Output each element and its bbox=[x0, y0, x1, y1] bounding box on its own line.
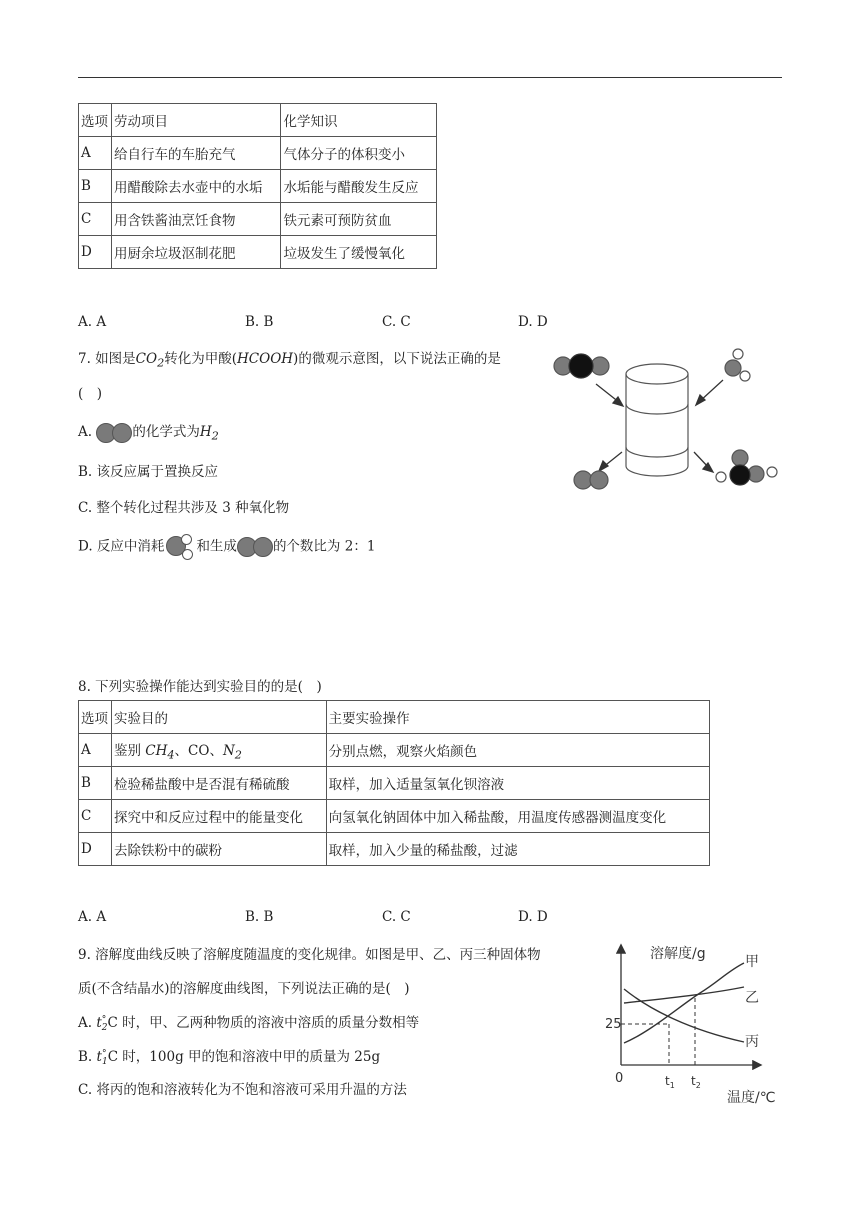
table-cell: D bbox=[79, 833, 112, 866]
table-cell: 分别点燃，观察火焰颜色 bbox=[326, 734, 709, 767]
y-axis-label: 溶解度/g bbox=[650, 946, 706, 962]
hcooh-formula: HCOOH bbox=[237, 351, 294, 367]
table-header: 选项 bbox=[79, 701, 112, 734]
table-cell: 用厨余垃圾沤制花肥 bbox=[111, 236, 281, 269]
symbol-sup: ° bbox=[101, 1048, 107, 1059]
h2-formula bbox=[199, 424, 219, 443]
table-cell: 给自行车的车胎充气 bbox=[111, 137, 281, 170]
series-line-jia bbox=[624, 963, 744, 1043]
option-label: B. bbox=[78, 1049, 97, 1065]
q7-stem-middle: 转化为甲酸( bbox=[164, 351, 238, 367]
table-row bbox=[79, 800, 710, 833]
q6-table bbox=[78, 103, 437, 269]
goal-text: 、CO、 bbox=[174, 742, 223, 759]
table-header: 主要实验操作 bbox=[326, 701, 709, 734]
table-cell: 探究中和反应过程中的能量变化 bbox=[111, 800, 326, 833]
water-molecule-icon bbox=[725, 349, 750, 381]
q7-stem-suffix: )的微观示意图，以下说法正确的是 bbox=[293, 351, 501, 367]
x-tick-label: $t_1$ bbox=[665, 1074, 675, 1090]
symbol-sub: 1 bbox=[101, 1056, 108, 1067]
option-text: D. 反应中消耗 bbox=[78, 538, 165, 555]
symbol-main: t bbox=[96, 1049, 102, 1065]
q9-option-c: C. 将丙的饱和溶液转化为不饱和溶液可采用升温的方法 bbox=[78, 1082, 407, 1098]
option-text: 和生成 bbox=[196, 538, 237, 555]
table-cell: B bbox=[79, 170, 112, 203]
q9-stem-line1: 9. 溶解度曲线反映了溶解度随温度的变化规律。如图是甲、乙、丙三种固体物 bbox=[78, 947, 541, 963]
series-label-bing: 丙 bbox=[745, 1034, 759, 1050]
q6-option-a[interactable]: A. A bbox=[78, 314, 107, 330]
q8-option-b[interactable]: B. B bbox=[245, 909, 274, 925]
q7-stem-prefix: 7. 如图是 bbox=[78, 351, 136, 367]
reactor-cylinder-icon bbox=[626, 364, 688, 476]
q8-stem: 8. 下列实验操作能达到实验目的的是( ) bbox=[78, 679, 322, 695]
solubility-chart bbox=[600, 940, 790, 1110]
symbol-sup: ° bbox=[101, 1014, 107, 1025]
temperature-symbol bbox=[96, 1015, 107, 1031]
x-axis-label: 温度/℃ bbox=[727, 1090, 776, 1106]
table-header-row bbox=[79, 104, 437, 137]
q8-table bbox=[78, 700, 710, 866]
table-cell: C bbox=[79, 203, 112, 236]
table-cell: 垃圾发生了缓慢氧化 bbox=[281, 236, 437, 269]
formula-main: N bbox=[222, 742, 235, 759]
table-row bbox=[79, 734, 710, 767]
table-cell: 向氢氧化钠固体中加入稀盐酸，用温度传感器测温度变化 bbox=[326, 800, 709, 833]
table-cell: B bbox=[79, 767, 112, 800]
formula-sub: 2 bbox=[234, 748, 242, 762]
h2-molecule-icon bbox=[237, 537, 273, 557]
q6-option-c[interactable]: C. C bbox=[382, 314, 411, 330]
formic-acid-molecule-icon bbox=[716, 450, 777, 485]
symbol-main: t bbox=[96, 1015, 102, 1031]
table-row bbox=[79, 170, 437, 203]
table-row bbox=[79, 767, 710, 800]
formula-main: CH bbox=[145, 742, 168, 759]
option-text: C 时，甲、乙两种物质的溶液中溶质的质量分数相等 bbox=[107, 1015, 420, 1031]
option-label: A. bbox=[78, 1015, 97, 1031]
co2-molecule-icon bbox=[554, 354, 609, 378]
q9-stem-line2: 质(不含结晶水)的溶解度曲线图，下列说法正确的是( ) bbox=[78, 981, 410, 997]
table-row bbox=[79, 137, 437, 170]
table-cell: 水垢能与醋酸发生反应 bbox=[281, 170, 437, 203]
q7-reaction-diagram bbox=[550, 342, 790, 494]
co2-formula bbox=[135, 351, 165, 370]
temperature-symbol bbox=[97, 1049, 108, 1065]
formula-sub: 4 bbox=[167, 748, 175, 762]
x-tick-label: $t_2$ bbox=[691, 1074, 701, 1090]
series-label-jia: 甲 bbox=[745, 954, 759, 970]
q7-option-b[interactable]: B. 该反应属于置换反应 bbox=[78, 464, 219, 480]
option-text: 的个数比为 2：1 bbox=[272, 538, 376, 555]
water-molecule-icon bbox=[164, 534, 196, 560]
q9-option-b[interactable] bbox=[78, 1045, 380, 1066]
table-cell bbox=[111, 734, 326, 767]
q7-option-d[interactable] bbox=[78, 534, 375, 560]
q7-stem bbox=[78, 347, 501, 370]
formula-main: CO bbox=[135, 351, 158, 367]
header-rule bbox=[78, 77, 782, 78]
table-row bbox=[79, 236, 437, 269]
table-row bbox=[79, 203, 437, 236]
table-cell: 取样，加入少量的稀盐酸，过滤 bbox=[326, 833, 709, 866]
q9-option-a[interactable] bbox=[78, 1011, 419, 1032]
table-header: 化学知识 bbox=[281, 104, 437, 137]
q6-option-d[interactable]: D. D bbox=[518, 314, 548, 330]
table-cell: 气体分子的体积变小 bbox=[281, 137, 437, 170]
table-row bbox=[79, 833, 710, 866]
symbol-sub: 2 bbox=[101, 1022, 108, 1033]
table-header: 实验目的 bbox=[111, 701, 326, 734]
origin-label: 0 bbox=[615, 1071, 624, 1086]
table-cell: 用含铁酱油烹饪食物 bbox=[111, 203, 281, 236]
table-header-row bbox=[79, 701, 710, 734]
formula-sub: 2 bbox=[211, 429, 219, 443]
formula-sub: 2 bbox=[157, 356, 165, 370]
series-label-yi: 乙 bbox=[745, 990, 759, 1006]
q7-stem-paren: ( ) bbox=[78, 386, 103, 402]
table-header: 选项 bbox=[79, 104, 112, 137]
option-label: A. bbox=[78, 424, 97, 440]
option-text: 的化学式为 bbox=[132, 424, 200, 440]
series-line-yi bbox=[624, 987, 744, 1003]
n2-formula bbox=[222, 742, 242, 762]
table-cell: 铁元素可预防贫血 bbox=[281, 203, 437, 236]
y-tick-label: 25 bbox=[605, 1017, 622, 1032]
q8-option-c[interactable]: C. C bbox=[382, 909, 411, 925]
q7-option-c[interactable]: C. 整个转化过程共涉及 3 种氧化物 bbox=[78, 500, 290, 516]
table-header: 劳动项目 bbox=[111, 104, 281, 137]
h2-molecule-icon bbox=[574, 471, 608, 489]
table-cell: D bbox=[79, 236, 112, 269]
ch4-formula bbox=[145, 742, 175, 762]
h2-molecule-icon bbox=[96, 423, 132, 443]
goal-text: 鉴别 bbox=[113, 742, 146, 759]
q8-option-d[interactable]: D. D bbox=[518, 909, 548, 925]
table-cell: 用醋酸除去水壶中的水垢 bbox=[111, 170, 281, 203]
q8-option-a[interactable]: A. A bbox=[78, 909, 107, 925]
q6-option-b[interactable]: B. B bbox=[245, 314, 274, 330]
table-cell: 检验稀盐酸中是否混有稀硫酸 bbox=[111, 767, 326, 800]
table-cell: 取样，加入适量氢氧化钡溶液 bbox=[326, 767, 709, 800]
option-text: C 时，100g 甲的饱和溶液中甲的质量为 25g bbox=[107, 1049, 381, 1065]
table-cell: A bbox=[79, 137, 112, 170]
guide-lines bbox=[621, 998, 695, 1065]
arrow-icon bbox=[596, 380, 723, 472]
formula-main: H bbox=[199, 424, 212, 440]
table-cell: C bbox=[79, 800, 112, 833]
table-cell: 去除铁粉中的碳粉 bbox=[111, 833, 326, 866]
q7-option-a[interactable] bbox=[78, 420, 219, 443]
table-cell: A bbox=[79, 734, 112, 767]
